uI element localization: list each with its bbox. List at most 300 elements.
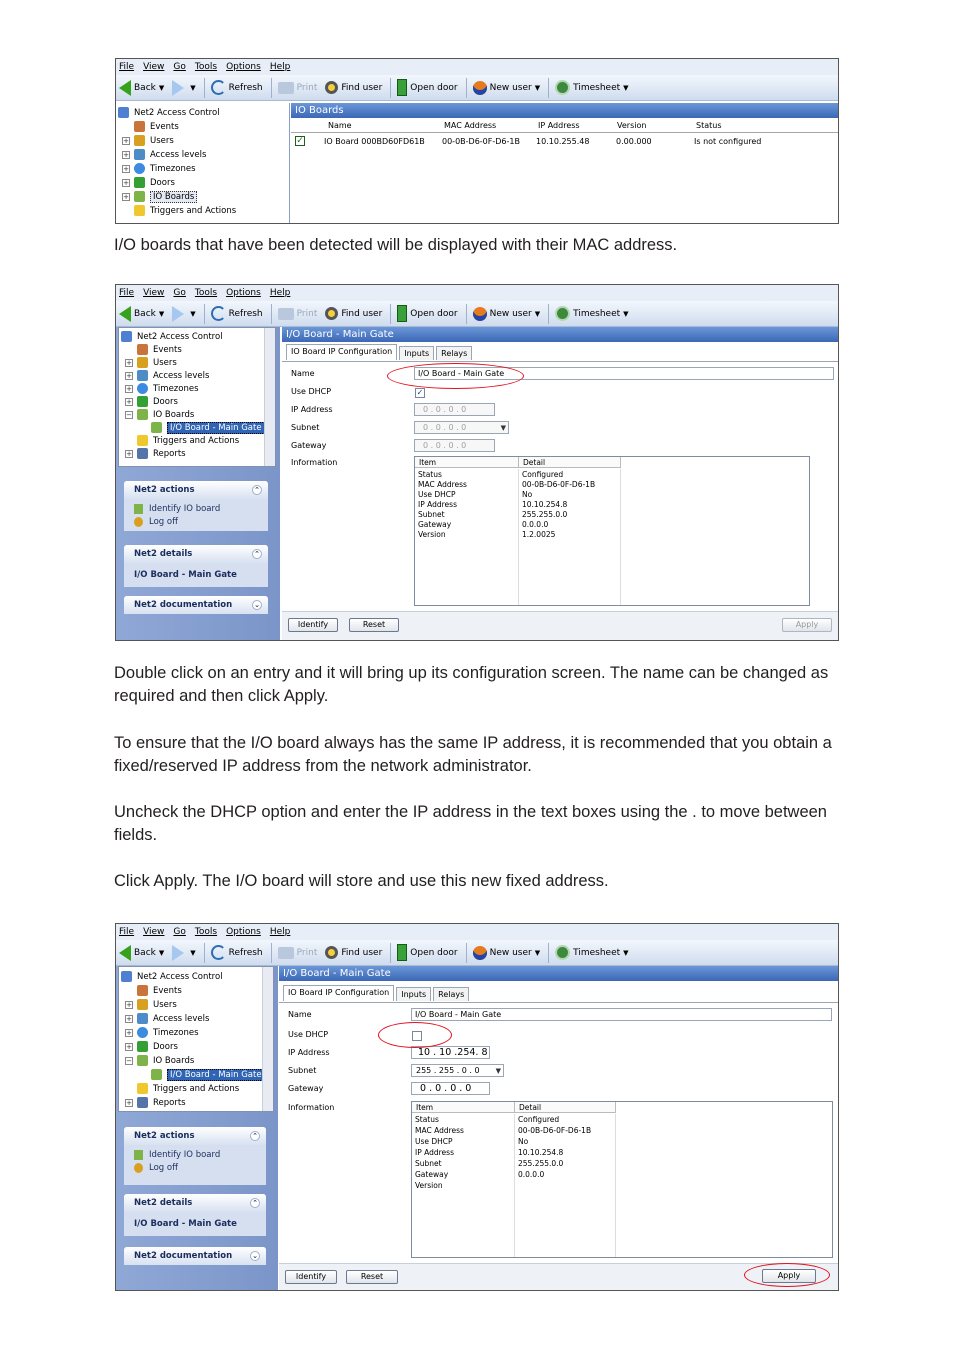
- tree-item-reports[interactable]: + Reports: [126, 448, 186, 459]
- toolbar-separator: [390, 943, 391, 963]
- toolbar-separator: [466, 78, 467, 98]
- reset-button[interactable]: Reset: [346, 1270, 398, 1284]
- highlight-dhcp-oval: [378, 1022, 452, 1048]
- info-detail: No: [518, 1137, 529, 1146]
- timezones-icon: [137, 383, 148, 394]
- tree-item-access-levels[interactable]: + Access levels: [126, 370, 210, 381]
- toolbar-separator: [204, 943, 205, 963]
- chevron-down-icon: ▼: [623, 309, 629, 318]
- refresh-button[interactable]: Refresh: [211, 80, 263, 95]
- tree-item-root[interactable]: Net2 Access Control: [121, 970, 223, 983]
- paragraph-uncheck-dhcp: Uncheck the DHCP option and enter the IP address in the text boxes using the . to move between fields.: [114, 803, 827, 844]
- info-detail: 00-0B-D6-0F-D6-1B: [518, 1126, 592, 1135]
- chevron-down-icon: ▼: [534, 309, 541, 318]
- gateway-label: Gateway: [288, 1084, 324, 1093]
- column-header-mac[interactable]: MAC Address: [444, 121, 497, 130]
- chevron-down-icon[interactable]: ▼: [500, 424, 506, 432]
- info-item: Subnet: [418, 510, 445, 519]
- toolbar-separator: [548, 78, 549, 98]
- info-item: Use DHCP: [415, 1137, 453, 1146]
- tree-item-users[interactable]: + Users: [126, 357, 177, 368]
- events-icon: [137, 985, 148, 996]
- info-detail: Configured: [518, 1115, 560, 1124]
- timesheet-button[interactable]: Timesheet ▼: [555, 306, 628, 321]
- access-levels-icon: [137, 1013, 148, 1024]
- info-detail: 255.255.0.0: [522, 510, 568, 519]
- navigation-tree: [116, 103, 290, 224]
- open-door-button[interactable]: Open door: [397, 79, 457, 96]
- menu-go[interactable]: Go: [173, 927, 186, 937]
- users-icon: [137, 999, 148, 1010]
- info-item: MAC Address: [418, 480, 467, 489]
- config-pane: [282, 327, 838, 640]
- back-button[interactable]: Back ▼: [119, 80, 164, 96]
- back-button[interactable]: Back ▼: [119, 306, 164, 322]
- info-detail: 00-0B-D6-0F-D6-1B: [522, 480, 596, 489]
- toolbar-separator: [271, 943, 272, 963]
- info-detail: 1.2.0025: [522, 530, 556, 539]
- open-door-button[interactable]: Open door: [397, 944, 457, 961]
- forward-arrow-icon: [172, 80, 184, 96]
- door-icon: [397, 305, 407, 322]
- cell-name: IO Board 000BD60FD61B: [324, 137, 425, 146]
- tab-ip-configuration[interactable]: IO Board IP Configuration: [283, 985, 394, 1001]
- net2-documentation-header[interactable]: Net2 documentation ⌄: [124, 596, 268, 614]
- chevron-down-icon: ▼: [190, 83, 196, 92]
- menu-view[interactable]: View: [143, 927, 165, 937]
- toolbar-separator: [204, 304, 205, 324]
- menu-file[interactable]: File: [119, 927, 135, 937]
- column-header-version[interactable]: Version: [617, 121, 647, 130]
- subnet-label: Subnet: [291, 423, 320, 432]
- net2-documentation-header[interactable]: Net2 documentation ⌄: [124, 1247, 266, 1265]
- forward-button[interactable]: [172, 80, 195, 96]
- identify-io-board-link[interactable]: Identify IO board: [134, 1148, 266, 1161]
- toolbar-separator: [466, 304, 467, 324]
- io-board-icon: [134, 191, 145, 202]
- find-user-button[interactable]: Find user: [325, 81, 382, 94]
- column-header-ip[interactable]: IP Address: [538, 121, 580, 130]
- back-arrow-icon: [119, 80, 131, 96]
- info-header-item: Item: [415, 457, 519, 468]
- info-item: IP Address: [418, 500, 457, 509]
- magnifier-icon: [325, 81, 338, 94]
- menu-file[interactable]: File: [119, 62, 135, 72]
- menu-help[interactable]: Help: [269, 62, 291, 72]
- information-label: Information: [288, 1103, 335, 1112]
- grid-header: [291, 120, 838, 133]
- tree-item-root[interactable]: Net2 Access Control: [121, 330, 223, 343]
- expand-icon[interactable]: +: [126, 1028, 132, 1037]
- tree-item-triggers[interactable]: Triggers and Actions: [125, 434, 239, 447]
- tree-item-access-levels[interactable]: + Access levels: [126, 1013, 210, 1024]
- expand-icon[interactable]: +: [126, 371, 132, 380]
- net2-details-panel: [124, 1194, 266, 1236]
- log-off-icon: [134, 1163, 143, 1173]
- name-field[interactable]: I/O Board - Main Gate: [411, 1008, 832, 1021]
- net2-actions-header[interactable]: Net2 actions ⌃: [124, 1127, 266, 1145]
- reports-icon: [137, 1097, 148, 1108]
- lightning-icon: [137, 435, 148, 446]
- toolbar: [116, 940, 838, 966]
- info-header-detail: Detail: [519, 457, 621, 468]
- timesheet-button[interactable]: Timesheet ▼: [555, 945, 628, 960]
- highlight-name-oval: [387, 363, 524, 389]
- net2-documentation-panel: [124, 596, 268, 614]
- tree-item-users[interactable]: + Users: [126, 999, 177, 1010]
- toolbar-separator: [271, 304, 272, 324]
- pane-title: I/O Board - Main Gate: [279, 966, 838, 981]
- events-icon: [134, 121, 145, 132]
- info-item: Gateway: [415, 1170, 449, 1179]
- collapse-chevron-icon[interactable]: ⌃: [250, 1198, 260, 1208]
- net2-actions-panel: [124, 1127, 266, 1185]
- net2-details-header[interactable]: Net2 details ⌃: [124, 545, 268, 563]
- menu-file[interactable]: File: [119, 288, 135, 298]
- timesheet-button[interactable]: Timesheet ▼: [555, 80, 628, 95]
- refresh-icon: [211, 80, 226, 95]
- apply-button[interactable]: Apply: [782, 618, 832, 632]
- tab-relays[interactable]: Relays: [436, 346, 472, 360]
- chevron-down-icon: ▼: [158, 83, 165, 92]
- clock-icon: [555, 80, 570, 95]
- chevron-down-icon: ▼: [534, 948, 541, 957]
- menu-tools[interactable]: Tools: [194, 62, 218, 72]
- forward-arrow-icon: [172, 306, 184, 322]
- io-board-icon: [137, 409, 148, 420]
- network-icon: [118, 107, 129, 118]
- tree-item-io-boards[interactable]: + IO Boards: [122, 190, 197, 203]
- door-icon: [134, 177, 145, 188]
- expand-icon[interactable]: +: [126, 1000, 132, 1009]
- config-tabs: [286, 346, 474, 360]
- print-button[interactable]: Print: [278, 308, 318, 320]
- io-boards-pane: [291, 103, 838, 223]
- info-detail: 10.10.254.8: [522, 500, 568, 509]
- new-user-button[interactable]: New user ▼: [473, 81, 541, 95]
- user-icon: [473, 946, 487, 960]
- chevron-down-icon: ▼: [190, 309, 196, 318]
- cell-ip: 10.10.255.48: [536, 137, 590, 146]
- io-board-icon: [137, 1055, 148, 1066]
- log-off-link[interactable]: Log off: [134, 1161, 266, 1174]
- cell-mac: 00-0B-D6-0F-D6-1B: [442, 137, 520, 146]
- table-row[interactable]: [291, 135, 838, 148]
- config-tabs: [283, 987, 471, 1001]
- toolbar-separator: [548, 943, 549, 963]
- info-item: IP Address: [415, 1148, 454, 1157]
- refresh-button[interactable]: Refresh: [211, 945, 263, 960]
- refresh-icon: [211, 306, 226, 321]
- column-header-status[interactable]: Status: [696, 121, 722, 130]
- config-pane: [279, 966, 838, 1290]
- screenshot-io-boards-list: [115, 58, 839, 224]
- screenshot-io-board-config-fixed-ip: [115, 923, 839, 1291]
- log-off-link[interactable]: Log off: [134, 515, 268, 528]
- door-icon: [397, 944, 407, 961]
- expand-icon[interactable]: +: [123, 192, 129, 201]
- subnet-field[interactable]: 0 . 0 . 0 . 0 ▼: [414, 421, 509, 434]
- info-item: Subnet: [415, 1159, 442, 1168]
- menu-options[interactable]: Options: [226, 927, 261, 937]
- magnifier-icon: [325, 946, 338, 959]
- tree-scrollbar[interactable]: [262, 967, 273, 1111]
- info-item: MAC Address: [415, 1126, 464, 1135]
- chevron-down-icon: ▼: [534, 83, 541, 92]
- toolbar: [116, 75, 838, 101]
- toolbar-separator: [466, 943, 467, 963]
- timezones-icon: [134, 163, 145, 174]
- tree-item-timezones[interactable]: + Timezones: [126, 1027, 199, 1038]
- expand-chevron-icon[interactable]: ⌄: [252, 600, 262, 610]
- info-detail: 10.10.254.8: [518, 1148, 564, 1157]
- tree-item-doors[interactable]: + Doors: [126, 396, 178, 407]
- back-arrow-icon: [119, 945, 131, 961]
- name-label: Name: [288, 1010, 312, 1019]
- info-item: Gateway: [418, 520, 452, 529]
- io-board-icon: [134, 504, 143, 514]
- info-item: Status: [415, 1115, 439, 1124]
- pane-title: IO Boards: [291, 103, 838, 118]
- open-door-button[interactable]: Open door: [397, 305, 457, 322]
- info-header-detail: Detail: [515, 1102, 616, 1113]
- info-item: Status: [418, 470, 442, 479]
- chevron-down-icon[interactable]: ▼: [495, 1067, 501, 1075]
- toolbar-separator: [390, 304, 391, 324]
- net2-details-value: I/O Board - Main Gate: [134, 1219, 237, 1229]
- column-header-name[interactable]: Name: [328, 121, 352, 130]
- paragraph-double-click: Double click on an entry and it will bring up its configuration screen. The name can be changed as required and then click Apply.: [114, 664, 829, 705]
- collapse-icon[interactable]: −: [126, 1056, 132, 1065]
- info-detail: 0.0.0.0: [522, 520, 549, 529]
- tree-item-doors[interactable]: + Doors: [126, 1041, 178, 1052]
- menu-help[interactable]: Help: [269, 288, 291, 298]
- users-icon: [137, 357, 148, 368]
- printer-icon: [278, 82, 294, 94]
- tree-item-reports[interactable]: + Reports: [126, 1097, 186, 1108]
- name-label: Name: [291, 369, 315, 378]
- tree-item-access-levels[interactable]: + Access levels: [123, 149, 207, 160]
- door-icon: [137, 1041, 148, 1052]
- clock-icon: [555, 306, 570, 321]
- chevron-down-icon: ▼: [158, 948, 165, 957]
- back-button[interactable]: Back ▼: [119, 945, 164, 961]
- expand-icon[interactable]: +: [123, 164, 129, 173]
- menu-tools[interactable]: Tools: [194, 927, 218, 937]
- info-detail: Configured: [522, 470, 564, 479]
- new-user-button[interactable]: New user ▼: [473, 307, 541, 321]
- lightning-icon: [134, 205, 145, 216]
- highlight-apply-oval: [744, 1263, 830, 1287]
- timezones-icon: [137, 1027, 148, 1038]
- toolbar-separator: [548, 304, 549, 324]
- toolbar-separator: [204, 78, 205, 98]
- refresh-button[interactable]: Refresh: [211, 306, 263, 321]
- forward-button[interactable]: [172, 945, 195, 961]
- menu-options[interactable]: Options: [226, 288, 261, 298]
- door-icon: [397, 79, 407, 96]
- expand-icon[interactable]: +: [126, 449, 132, 458]
- access-levels-icon: [137, 370, 148, 381]
- paragraph-fixed-ip: To ensure that the I/O board always has the same IP address, it is recommended that you obtain a fixed/reserved IP address from the network administrator.: [114, 734, 832, 775]
- printer-icon: [278, 947, 294, 959]
- expand-icon[interactable]: +: [123, 178, 129, 187]
- access-levels-icon: [134, 149, 145, 160]
- tree-item-doors[interactable]: + Doors: [123, 177, 175, 188]
- collapse-chevron-icon[interactable]: ⌃: [252, 549, 262, 559]
- forward-button[interactable]: [172, 306, 195, 322]
- gateway-field[interactable]: 0 . 0 . 0 . 0: [411, 1082, 490, 1095]
- menu-bar: [116, 59, 838, 75]
- tree-item-events[interactable]: Events: [125, 343, 182, 356]
- dhcp-checkbox[interactable]: ✓: [416, 388, 424, 397]
- net2-details-value: I/O Board - Main Gate: [134, 570, 237, 580]
- menu-bar: [116, 285, 838, 301]
- menu-view[interactable]: View: [143, 62, 165, 72]
- tab-relays[interactable]: Relays: [433, 987, 469, 1001]
- expand-icon[interactable]: +: [126, 358, 132, 367]
- find-user-button[interactable]: Find user: [325, 307, 382, 320]
- tree-item-users[interactable]: + Users: [123, 135, 174, 146]
- toolbar-separator: [390, 78, 391, 98]
- back-arrow-icon: [119, 306, 131, 322]
- paragraph-click-apply: Click Apply. The I/O board will store and use this new fixed address.: [114, 872, 609, 890]
- info-item: Version: [415, 1181, 443, 1190]
- io-board-icon: [151, 1069, 162, 1080]
- ip-address-field[interactable]: 10 . 10 .254. 8: [411, 1046, 490, 1059]
- network-icon: [121, 331, 132, 342]
- menu-go[interactable]: Go: [173, 62, 186, 72]
- tree-item-io-boards[interactable]: − IO Boards: [126, 409, 195, 420]
- identify-button[interactable]: Identify: [285, 1270, 337, 1284]
- subnet-label: Subnet: [288, 1066, 317, 1075]
- subnet-field[interactable]: 255 . 255 . 0 . 0 ▼: [411, 1064, 504, 1077]
- net2-details-header[interactable]: Net2 details ⌃: [124, 1194, 266, 1212]
- screenshot-io-board-config-dhcp: [115, 284, 839, 641]
- menu-help[interactable]: Help: [269, 927, 291, 937]
- events-icon: [137, 344, 148, 355]
- expand-chevron-icon[interactable]: ⌄: [250, 1251, 260, 1261]
- chevron-down-icon: ▼: [623, 948, 629, 957]
- menu-go[interactable]: Go: [173, 288, 186, 298]
- find-user-button[interactable]: Find user: [325, 946, 382, 959]
- chevron-down-icon: ▼: [190, 948, 196, 957]
- navigation-tree: [118, 327, 276, 467]
- net2-documentation-panel: [124, 1247, 266, 1265]
- navigation-tree: [118, 966, 274, 1112]
- tree-item-root[interactable]: Net2 Access Control: [118, 106, 220, 119]
- reports-icon: [137, 448, 148, 459]
- tree-item-triggers[interactable]: Triggers and Actions: [125, 1082, 239, 1095]
- tree-item-io-board-main-gate[interactable]: I/O Board - Main Gate: [151, 1068, 265, 1081]
- tree-item-timezones[interactable]: + Timezones: [123, 163, 196, 174]
- tree-item-io-board-main-gate[interactable]: I/O Board - Main Gate: [151, 421, 265, 434]
- user-icon: [473, 307, 487, 321]
- gateway-label: Gateway: [291, 441, 327, 450]
- expand-icon[interactable]: +: [126, 1098, 132, 1107]
- net2-details-panel: [124, 545, 268, 587]
- information-table: [414, 456, 810, 606]
- clock-icon: [555, 945, 570, 960]
- printer-icon: [278, 308, 294, 320]
- users-icon: [134, 135, 145, 146]
- info-item: Version: [418, 530, 446, 539]
- io-board-icon: [134, 1150, 143, 1160]
- new-user-button[interactable]: New user ▼: [473, 946, 541, 960]
- collapse-icon[interactable]: −: [126, 410, 132, 419]
- apply-button[interactable]: Apply: [762, 1269, 816, 1283]
- ip-address-label: IP Address: [288, 1048, 330, 1057]
- information-table: [411, 1101, 833, 1258]
- tree-item-triggers[interactable]: Triggers and Actions: [122, 204, 236, 217]
- io-board-icon: [151, 422, 162, 433]
- reset-button[interactable]: Reset: [349, 618, 399, 632]
- pane-title: I/O Board - Main Gate: [282, 327, 838, 342]
- info-detail: 0.0.0.0: [518, 1170, 545, 1179]
- network-icon: [121, 971, 132, 982]
- tree-item-events[interactable]: Events: [125, 984, 182, 997]
- toolbar: [116, 301, 838, 327]
- tab-inputs[interactable]: Inputs: [396, 987, 431, 1001]
- collapse-chevron-icon[interactable]: ⌃: [250, 1131, 260, 1141]
- io-board-status-icon: ✓: [296, 136, 304, 146]
- magnifier-icon: [325, 307, 338, 320]
- menu-view[interactable]: View: [143, 288, 165, 298]
- menu-options[interactable]: Options: [226, 62, 261, 72]
- net2-actions-panel: [124, 481, 268, 531]
- dhcp-label: Use DHCP: [291, 387, 332, 396]
- expand-icon[interactable]: +: [126, 1014, 132, 1023]
- info-detail: No: [522, 490, 533, 499]
- name-field[interactable]: I/O Board - Main Gate: [414, 367, 834, 380]
- forward-arrow-icon: [172, 945, 184, 961]
- gateway-field[interactable]: 0 . 0 . 0 . 0: [414, 439, 495, 452]
- log-off-icon: [134, 517, 143, 527]
- print-button[interactable]: Print: [278, 82, 318, 94]
- toolbar-separator: [271, 78, 272, 98]
- identify-io-board-link[interactable]: Identify IO board: [134, 502, 268, 515]
- tab-ip-configuration[interactable]: IO Board IP Configuration: [286, 344, 397, 360]
- info-item: Use DHCP: [418, 490, 456, 499]
- expand-icon[interactable]: +: [123, 136, 129, 145]
- info-detail: 255.255.0.0: [518, 1159, 564, 1168]
- chevron-down-icon: ▼: [623, 83, 629, 92]
- identify-button[interactable]: Identify: [288, 618, 338, 632]
- information-label: Information: [291, 458, 338, 467]
- expand-icon[interactable]: +: [123, 150, 129, 159]
- tree-item-timezones[interactable]: + Timezones: [126, 383, 199, 394]
- tree-item-events[interactable]: Events: [122, 120, 179, 133]
- net2-actions-header[interactable]: Net2 actions ⌃: [124, 481, 268, 499]
- print-button[interactable]: Print: [278, 947, 318, 959]
- collapse-chevron-icon[interactable]: ⌃: [252, 485, 262, 495]
- caption-io-boards: I/O boards that have been detected will be displayed with their MAC address.: [114, 236, 678, 254]
- ip-address-label: IP Address: [291, 405, 333, 414]
- cell-status: Is not configured: [694, 137, 762, 146]
- expand-icon[interactable]: +: [126, 1042, 132, 1051]
- tree-item-io-boards[interactable]: − IO Boards: [126, 1055, 195, 1066]
- info-header-item: Item: [412, 1102, 515, 1113]
- menu-tools[interactable]: Tools: [194, 288, 218, 298]
- tree-scrollbar[interactable]: [264, 328, 275, 466]
- tab-inputs[interactable]: Inputs: [399, 346, 434, 360]
- ip-address-field[interactable]: 0 . 0 . 0 . 0: [414, 403, 495, 416]
- expand-icon[interactable]: +: [126, 384, 132, 393]
- cell-version: 0.00.000: [616, 137, 652, 146]
- expand-icon[interactable]: +: [126, 397, 132, 406]
- door-icon: [137, 396, 148, 407]
- lightning-icon: [137, 1083, 148, 1094]
